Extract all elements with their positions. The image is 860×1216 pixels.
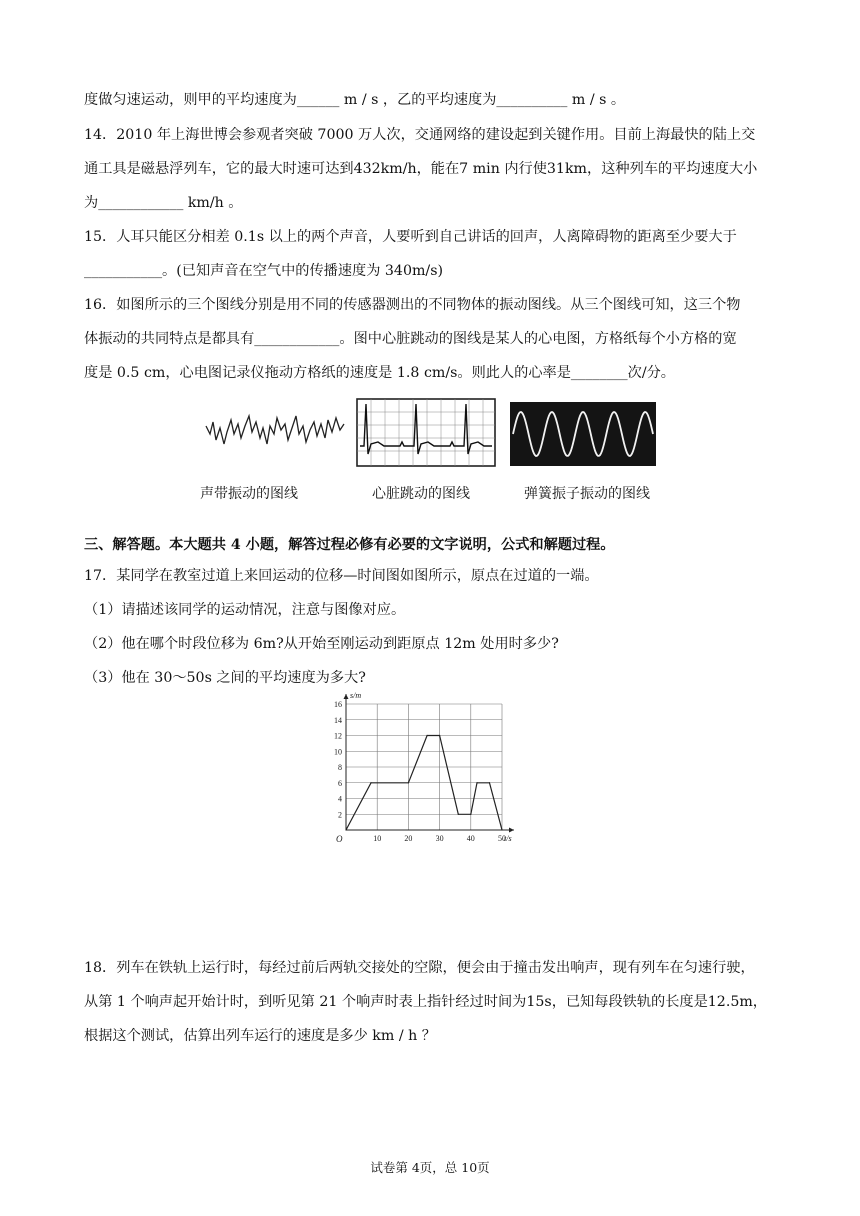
q14-line2: 通工具是磁悬浮列车，它的最大时速可达到432km/h，能在7 min 内行使31km，这种列车的平均速度大小	[84, 161, 758, 177]
data-point	[408, 782, 409, 783]
data-point	[458, 814, 459, 815]
caption-heart: 心脏跳动的图线	[372, 486, 470, 502]
page-footer: 试卷第 4页，总 10页	[370, 1160, 490, 1175]
section-3-heading: 三、解答题。本大题共 4 小题，解答过程必修有必要的文字说明，公式和解题过程。	[84, 537, 615, 553]
y-tick-label: 6	[338, 778, 342, 788]
q13-tail: 度做匀速运动，则甲的平均速度为______ m / s ，乙的平均速度为__________ m / s 。	[84, 92, 626, 108]
displacement-time-chart	[326, 688, 536, 848]
vocal-wave	[206, 416, 344, 444]
data-point	[501, 829, 502, 830]
vocal-vibration-graph	[202, 404, 348, 460]
q16-line1: 16．如图所示的三个图线分别是用不同的传感器测出的不同物体的振动图线。从三个图线可知，这三个物	[84, 297, 741, 313]
q15-line2: ___________。(已知声音在空气中的传播速度为 340m/s)	[84, 263, 444, 279]
x-tick-label: 10	[373, 834, 382, 843]
q18-line1: 18．列车在铁轨上运行时，每经过前后两轨交接处的空隙，便会由于撞击发出响声，现有列车在匀速行驶，	[84, 960, 755, 976]
caption-spring: 弹簧振子振动的图线	[524, 486, 650, 502]
ecg-graph	[356, 398, 496, 468]
q15-line1: 15．人耳只能区分相差 0.1s 以上的两个声音，人要听到自己讲话的回声，人离障碍物的距离至少要大于	[84, 229, 737, 245]
x-tick-label: 30	[435, 834, 444, 843]
chart-axes	[344, 694, 515, 833]
x-tick-label: 40	[466, 834, 475, 843]
y-tick-label: 12	[334, 731, 342, 741]
data-point	[345, 829, 346, 830]
q14-line3: 为____________ km/h 。	[84, 195, 243, 211]
data-point	[439, 735, 440, 736]
y-axis-arrow	[344, 694, 349, 699]
data-point	[370, 782, 371, 783]
y-tick-label: 10	[334, 747, 342, 757]
q17-part3: （3）他在 30～50s 之间的平均速度为多大?	[84, 670, 366, 686]
q17-stem: 17．某同学在教室过道上来回运动的位移—时间图如图所示，原点在过道的一端。	[84, 568, 599, 584]
q16-line3: 度是 0.5 cm，心电图记录仪拖动方格纸的速度是 1.8 cm/s。则此人的心率是________次/分。	[84, 365, 675, 381]
q14-line1: 14．2010 年上海世博会参观者突破 7000 万人次，交通网络的建设起到关键作用。目前上海最快的陆上交	[84, 127, 756, 143]
y-tick-label: 2	[338, 810, 342, 820]
q18-line2: 从第 1 个响声起开始计时，到听见第 21 个响声时表上指针经过时间为15s，已知每段铁轨的长度是12.5m，	[84, 994, 767, 1010]
y-tick-label: 4	[338, 794, 342, 804]
data-point	[476, 782, 477, 783]
y-tick-label: 8	[338, 763, 342, 772]
q17-part2: （2）他在哪个时段位移为 6m?从开始至刚运动到距原点 12m 处用时多少?	[84, 636, 559, 652]
x-tick-label: 20	[404, 834, 413, 843]
y-axis-label: s/m	[350, 691, 362, 700]
y-tick-label: 16	[334, 700, 342, 709]
spring-oscillator-graph	[510, 402, 656, 466]
data-point	[427, 735, 428, 736]
data-point	[470, 814, 471, 815]
y-tick-label: 14	[334, 715, 342, 725]
x-axis-arrow	[509, 828, 514, 833]
origin-label: O	[336, 834, 343, 844]
chart-tick-labels	[334, 700, 506, 843]
caption-vocal: 声带振动的图线	[200, 486, 298, 502]
x-axis-label: t/s	[504, 834, 512, 843]
q17-part1: （1）请描述该同学的运动情况，注意与图像对应。	[84, 602, 406, 618]
data-point	[489, 782, 490, 783]
q16-line2: 体振动的共同特点是都具有____________。图中心脏跳动的图线是某人的心电图，方格纸每个小方格的宽	[84, 331, 737, 347]
q18-line3: 根据这个测试，估算出列车运行的速度是多少 km / h ？	[84, 1028, 436, 1044]
chart-grid	[346, 704, 502, 830]
x-tick-label: 50	[498, 834, 506, 843]
